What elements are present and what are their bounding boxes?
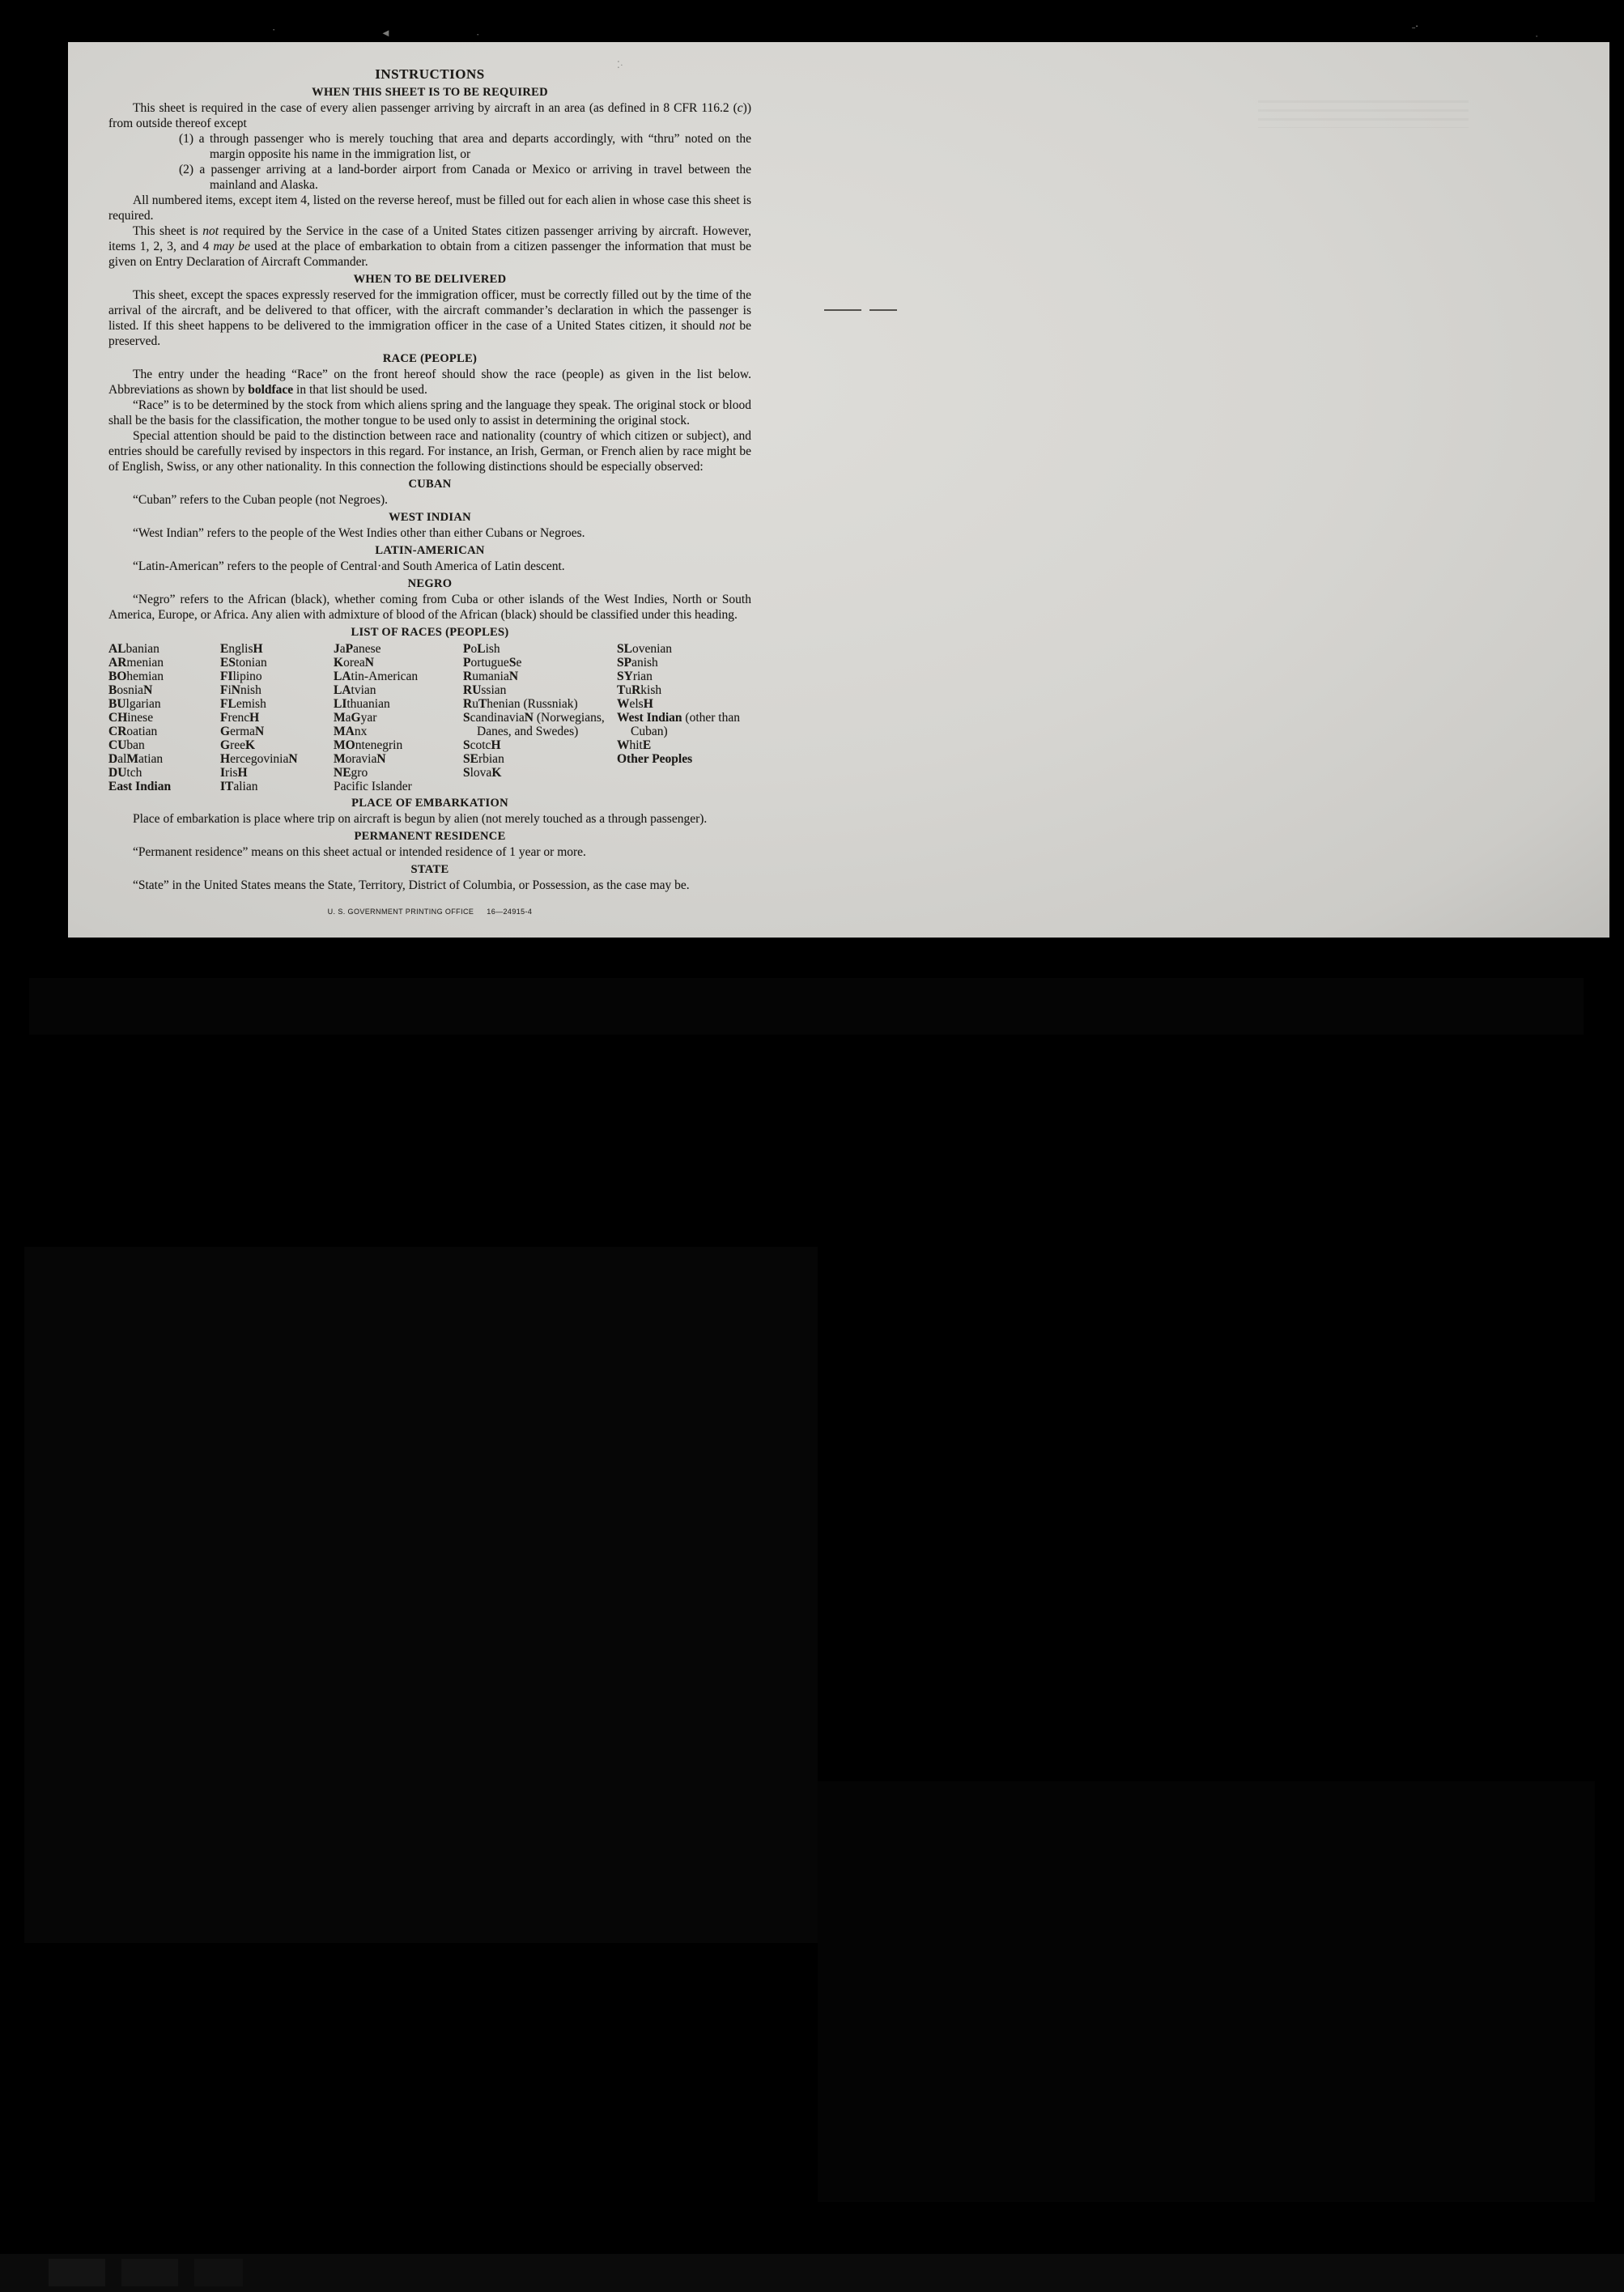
race-item: ARmenian [108,656,164,670]
race-item: PortugueSe [463,656,522,670]
race-item: JaPanese [334,642,381,656]
document-content [108,66,751,920]
race-item: ITalian [220,780,258,793]
race-item: NEgro [334,766,368,780]
scan-artifact-dash [824,309,861,311]
section-heading-list-of-races: LIST OF RACES (PEOPLES) [351,626,509,639]
race-item: WhitE [617,738,652,752]
section-heading-residence: PERMANENT RESIDENCE [354,830,506,843]
races-column-3 [334,642,463,793]
section-heading-cuban: CUBAN [408,478,452,491]
section-heading-when-required: WHEN THIS SHEET IS TO BE REQUIRED [312,86,548,99]
scan-artifact-dot: · [272,23,276,36]
race-item: FiNnish [220,683,261,697]
race-item: Other Peoples [617,752,693,766]
race-item: SErbian [463,752,504,766]
paragraph-race-determined: “Race” is to be determined by the stock from which aliens spring and the language they speak. The original stock or blood shall be the basis for the classification, the mother tongue to be used only to assist in determining the original stock. [108,398,751,427]
scan-artifact-mark: ⁚· [617,59,623,70]
section-heading-race: RACE (PEOPLE) [382,352,478,365]
race-item: CHinese [108,711,154,725]
scan-noise [29,978,1584,1035]
race-item: PoLish [463,642,500,656]
race-item: CUban [108,738,145,752]
race-item: SPanish [617,656,658,670]
race-item: RUssian [463,683,507,697]
paragraph-embarkation-definition: Place of embarkation is place where trip on aircraft is begun by alien (not merely touched as a through passenger). [133,812,708,826]
race-item: East Indian [108,780,172,793]
race-item: GreeK [220,738,256,752]
paragraph-latin-american-definition: “Latin-American” refers to the people of Central·and South America of Latin descent. [133,559,565,573]
scan-artifact-mark: ˗⸱ [1412,20,1418,32]
race-item: BosniaN [108,683,153,697]
paragraph-cuban-definition: “Cuban” refers to the Cuban people (not Negroes). [133,493,389,507]
paragraph-negro-definition: “Negro” refers to the African (black), whether coming from Cuba or other islands of the West Indies, North or South America, Europe, or Africa. Any alien with admixture of blood of the African (black) should be classified under this heading. [108,593,751,622]
printing-office-note [108,904,751,920]
numbered-item-1: (1) a through passenger who is merely touching that area and departs accordingly, with “thru” noted on the margin opposite his name in the immigration list, or [179,132,751,161]
race-item: LAtin-American [334,670,419,683]
section-heading-west-indian: WEST INDIAN [389,511,471,524]
section-heading-embarkation: PLACE OF EMBARKATION [351,797,508,810]
scan-noise [818,1781,1595,2202]
scan-artifact-dash [869,309,897,311]
race-item: West Indian (other than Cuban) [617,711,740,738]
race-item: Pacific Islander [334,780,412,793]
race-item: FLemish [220,697,266,711]
race-item: LAtvian [334,683,376,697]
race-item: LIthuanian [334,697,390,711]
race-item: ScotcH [463,738,501,752]
document-sheet [68,42,1609,938]
races-list [108,642,751,793]
paragraph-all-numbered: All numbered items, except item 4, listed on the reverse hereof, must be filled out for each alien in whose case this sheet is required. [108,193,751,223]
paragraph-residence-definition: “Permanent residence” means on this sheet actual or intended residence of 1 year or more. [133,845,586,859]
scan-noise [194,2259,243,2286]
race-item: FrencH [220,711,260,725]
race-item: KoreaN [334,656,374,670]
race-item: TuRkish [617,683,662,697]
paragraph-delivered: This sheet, except the spaces expressly reserved for the immigration officer, must be correctly filled out by the time of the arrival of the aircraft, and be delivered to that officer, with the aircraft commander’s declaration in which the passenger is listed. If this sheet happens to be delivered to the immigration officer in the case of a United States citizen, it should not be preserved. [108,288,751,348]
race-item: EnglisH [220,642,263,656]
race-item: SLovenian [617,642,673,656]
races-column-2 [220,642,334,793]
paragraph-west-indian-definition: “West Indian” refers to the people of the West Indies other than either Cubans or Negroes. [133,526,585,540]
races-column-4 [463,642,617,793]
paragraph-state-definition: “State” in the United States means the State, Territory, District of Columbia, or Possession, as the case may be. [133,878,690,892]
race-item: WelsH [617,697,653,711]
race-item: HercegoviniaN [220,752,298,766]
scan-noise [121,2259,178,2286]
race-item: SlovaK [463,766,502,780]
scan-noise [24,1247,818,1943]
race-item: ALbanian [108,642,159,656]
race-item: RuThenian (Russniak) [463,697,578,711]
race-item: DalMatian [108,752,164,766]
races-column-1 [108,642,220,793]
race-item: RumaniaN [463,670,519,683]
section-heading-latin-american: LATIN-AMERICAN [375,544,485,557]
section-heading-state: STATE [410,863,449,876]
race-item: BOhemian [108,670,164,683]
numbered-item-2: (2) a passenger arriving at a land-border airport from Canada or Mexico or arriving in travel between the mainland and Alaska. [179,163,751,192]
paragraph-required-intro: This sheet is required in the case of every alien passenger arriving by aircraft in an area (as defined in 8 CFR 116.2 (c)) from outside thereof except [108,101,751,130]
scan-artifact-dot: · [1535,30,1539,42]
section-heading-when-delivered: WHEN TO BE DELIVERED [353,273,507,286]
race-item: CRoatian [108,725,158,738]
race-item: DUtch [108,766,142,780]
race-item: IrisH [220,766,248,780]
scan-artifact-arrow: ◄ [380,27,391,39]
section-heading-negro: NEGRO [407,577,453,590]
race-item: SYrian [617,670,653,683]
races-column-5 [617,642,750,793]
race-item: EStonian [220,656,267,670]
paragraph-special-attention: Special attention should be paid to the distinction between race and nationality (country of which citizen or subject), and entries should be carefully revised by inspectors in this regard. For instance, an Irish, German, or French alien by race might be of English, Swiss, or any other nationality. In this connection the following distinctions should be especially observed: [108,429,751,474]
doc-title: INSTRUCTIONS [375,66,485,82]
race-item: GermaN [220,725,265,738]
race-item: FIlipino [220,670,262,683]
scan-artifact-dot: · [476,28,480,40]
scan-noise [49,2259,105,2286]
printing-office-text: U. S. GOVERNMENT PRINTING OFFICE [327,908,474,916]
race-item: ScandinaviaN (Norwegians, Danes, and Swedes) [463,711,605,738]
race-item: MOntenegrin [334,738,403,752]
race-item: BUlgarian [108,697,161,711]
race-item: MoraviaN [334,752,386,766]
printing-office-code: 16—24915-4 [487,908,533,916]
paragraph-not-required: This sheet is not required by the Service in the case of a United States citizen passenger arriving by aircraft. However, items 1, 2, 3, and 4 may be used at the place of embarkation to obtain from a citizen passenger the information that must be given on Entry Declaration of Aircraft Commander. [108,224,751,269]
scan-ghost-text [1258,100,1469,128]
race-item: MaGyar [334,711,377,725]
race-item: MAnx [334,725,368,738]
paragraph-race-entry: The entry under the heading “Race” on the front hereof should show the race (people) as given in the list below. Abbreviations as shown by boldface in that list should be used. [108,368,751,397]
scan-noise [0,2254,1624,2292]
